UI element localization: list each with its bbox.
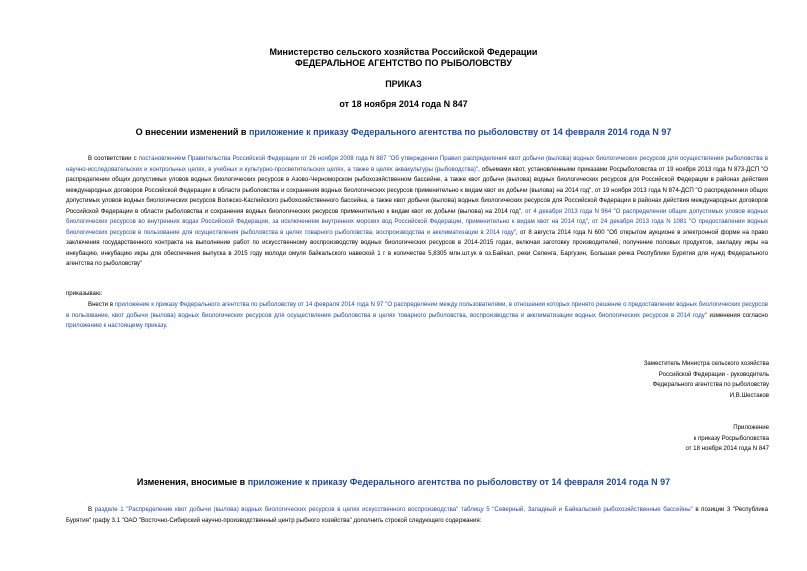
preamble-text-1: В соответствии с	[88, 155, 139, 162]
order-link-1[interactable]: приложение к приказу Федерального агентства по рыболовству от 14 февраля 2014 года N 97 "О распределении между пользователями, в отношении которых принято решение о предоставлении водных биологических ресурсов в пользование, квот добычи (вылова) водных биологических ресурсов для осуществления рыболовства в целях товарного рыболовства, воспроизводства и акклиматизации водных биологических ресурсов в 2014 году"	[66, 301, 769, 319]
document-title	[0, 126, 807, 138]
order-word: приказываю:	[66, 290, 103, 297]
order-link-2[interactable]: приложению к настоящему приказу	[66, 322, 166, 329]
order-text-2: изменения согласно	[706, 311, 768, 319]
changes-text-1: В	[88, 506, 95, 513]
preamble-link-1[interactable]: постановлением Правительства Российской Федерации от 26 ноября 2008 года N 887 "Об утверждении Правил распределения квот добычи (вылова) водных биологических ресурсов для осуществления рыболовства в научно-исследовательских и контрольных целях, в учебных и культурно-просветительских целях, а также в целях аквакультуры (рыбоводства)"	[66, 155, 769, 173]
document-date-number: от 18 ноября 2014 года N 847	[339, 99, 468, 109]
title-prefix: О внесении изменений в	[135, 127, 249, 137]
order-text-3: .	[165, 322, 168, 329]
changes-paragraph	[66, 505, 768, 526]
preamble-text-4: , от 8 августа 2014 года N 600 "Об открытом аукционе в электронной форме на право заключения государственного контракта на выполнение работ по искусственному воспроизводству водных биологических ресурсов в 2014-2015 годах, включая заготовку производителей, получение половых продуктов, закладку икры на инкубацию, инкубацию икры для обеспечения выпуска в 2015 году молоди омуля байкальского навеской 1 г в количестве 5,8305 млн.шт.ук в оз.Байкал, реки Селенга, Баргузин, Большая речка Республики Бурятия для нужд Федерального агентства по рыболовству"	[66, 228, 768, 267]
appendix-line-2: к приказу Росрыболовства	[693, 434, 769, 442]
preamble-paragraph	[66, 154, 768, 270]
preamble-text-3: ,	[587, 218, 593, 225]
appendix-line-1: Приложение	[733, 424, 769, 431]
signature-block	[644, 359, 769, 402]
changes-title	[0, 476, 807, 488]
preamble-link-2[interactable]: от 4 декабря 2013 года N 964 "О распределении общих допустимых уловов водных биологических ресурсов во внутренних водах Российской Федерации, за исключением внутренних морских вод Российской Федерации, применительно к видам квот на 2014 год"	[66, 207, 769, 225]
signature-line-1: Заместитель Министра сельского хозяйства	[643, 360, 769, 367]
preamble-link-3[interactable]: от 24 декабря 2013 года N 1081 "О предоставлении водных биологических ресурсов в пользование для осуществления рыболовства в целях товарного рыболовства, воспроизводства и акклиматизации в 2014 году"	[66, 218, 769, 236]
order-item-paragraph	[66, 300, 768, 332]
appendix-line-3: от 18 ноября 2014 года N 847	[685, 445, 769, 453]
signature-line-3: Федерального агентства по рыболовству	[652, 381, 769, 389]
preamble-text-2: , объемами квот, установленными приказами Росрыболовства от 19 ноября 2013 года N 873-ДСП "О распределении общих допустимых уловов водных биологических ресурсов в Азово-Черноморском рыбохозяйственном бассейне, а также квот добычи (вылова) водных биологических ресурсов для Российской Федерации в районах действия международных договоров Российской Федерации в области рыболовства и сохранения водных биологических ресурсов применительно к видам квот их добычи (вылова) на 2014 год", от 19 ноября 2013 года N 874-ДСП "О распределении общих допустимых уловов водных биологических ресурсов Волжско-Каспийского рыбохозяйственного бассейна, а также квот добычи (вылова) водных биологических ресурсов для Российской Федерации в районах действия международных договоров Российской Федерации в области рыболовства и сохранения водных биологических ресурсов применительно к видам квот их добычи (вылова) на 2014 год",	[66, 165, 769, 215]
changes-text-2: в позиции 3 "Республика Бурятия" графу 3.1 "ОАО "Восточно-Сибирский научно-производственный центр рыбного хозяйства" дополнить строкой следующего содержания:	[66, 506, 768, 524]
changes-link-1[interactable]: разделе 1 "Распределение квот добычи (вылова) водных биологических ресурсов в целях искусственного воспроизводства" таблицу 5 "Северный, Западный и Байкальский рыбохозяйственные бассейны"	[94, 506, 693, 513]
title-link[interactable]: приложение к приказу Федерального агентства по рыболовству от 14 февраля 2014 года N 97	[248, 127, 672, 137]
appendix-reference	[685, 423, 769, 455]
document-type: ПРИКАЗ	[385, 79, 422, 89]
changes-title-link[interactable]: приложение к приказу Федерального агентства по рыболовству от 14 февраля 2014 года N 97	[247, 477, 671, 487]
signature-line-4: И.В.Шестаков	[729, 392, 769, 400]
agency-name: ФЕДЕРАЛЬНОЕ АГЕНТСТВО ПО РЫБОЛОВСТВУ	[295, 58, 512, 68]
ministry-name: Министерство сельского хозяйства Российской Федерации	[269, 47, 538, 57]
changes-title-prefix: Изменения, вносимые в	[136, 477, 248, 487]
signature-line-2: Российской Федерации - руководитель	[658, 370, 769, 378]
order-text-1: Внести в	[88, 301, 115, 308]
